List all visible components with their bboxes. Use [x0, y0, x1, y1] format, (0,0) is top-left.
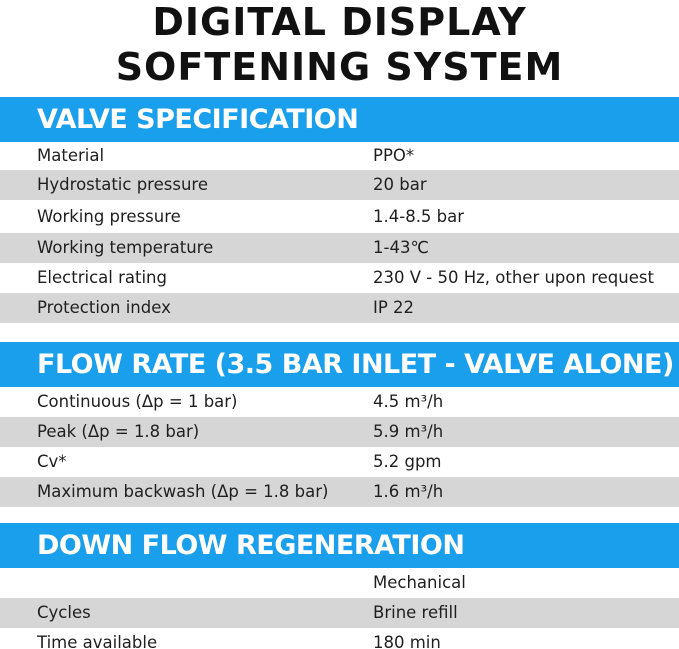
spec-label: Material: [37, 146, 105, 165]
spec-label: Peak (Δp = 1.8 bar): [37, 422, 200, 441]
spec-value: 4.5 m³/h: [373, 392, 444, 411]
spec-row: [0, 477, 679, 507]
spec-value: PPO*: [373, 146, 415, 165]
spec-label: Continuous (Δp = 1 bar): [37, 392, 238, 411]
section-heading: VALVE SPECIFICATION: [0, 97, 679, 142]
spec-row: [0, 598, 679, 628]
page-title-line-2: SOFTENING SYSTEM: [115, 45, 564, 89]
spec-label: Electrical rating: [37, 268, 167, 287]
spec-value: Mechanical: [373, 573, 466, 592]
valve-specification-section: [0, 97, 679, 323]
spec-row: [0, 263, 679, 293]
spec-label: Maximum backwash (Δp = 1.8 bar): [37, 482, 329, 501]
spec-label: Time available: [37, 633, 158, 649]
spec-row: [0, 447, 679, 477]
spec-row: [0, 142, 679, 170]
spec-value: 20 bar: [373, 175, 427, 194]
spec-value: 180 min: [373, 633, 441, 649]
spec-row: [0, 387, 679, 417]
spec-label: Hydrostatic pressure: [37, 175, 208, 194]
section-heading: DOWN FLOW REGENERATION: [0, 523, 679, 568]
spec-value: 1-43℃: [373, 238, 429, 257]
down-flow-regeneration-section: [0, 523, 679, 649]
page-title-line-1: DIGITAL DISPLAY: [152, 0, 527, 44]
spec-value: 1.6 m³/h: [373, 482, 444, 501]
spec-value: Brine refill: [373, 603, 458, 622]
flow-rate-section: [0, 342, 679, 507]
spec-label: Working pressure: [37, 207, 181, 226]
spec-label: Protection index: [37, 298, 171, 317]
spec-label: Working temperature: [37, 238, 214, 257]
spec-row: [0, 628, 679, 649]
spec-label: Cv*: [37, 452, 67, 471]
spec-label: Cycles: [37, 603, 91, 622]
spec-value: 5.2 gpm: [373, 452, 442, 471]
spec-value: IP 22: [373, 298, 415, 317]
section-heading: FLOW RATE (3.5 BAR INLET - VALVE ALONE): [0, 342, 679, 387]
spec-row: [0, 293, 679, 323]
spec-value: 5.9 m³/h: [373, 422, 444, 441]
spec-value: 1.4-8.5 bar: [373, 207, 465, 226]
spec-value: 230 V - 50 Hz, other upon request: [373, 268, 654, 287]
spec-row: [0, 417, 679, 447]
spec-row: [0, 233, 679, 263]
spec-row: [0, 200, 679, 233]
spec-row: [0, 170, 679, 200]
spec-row: [0, 568, 679, 598]
